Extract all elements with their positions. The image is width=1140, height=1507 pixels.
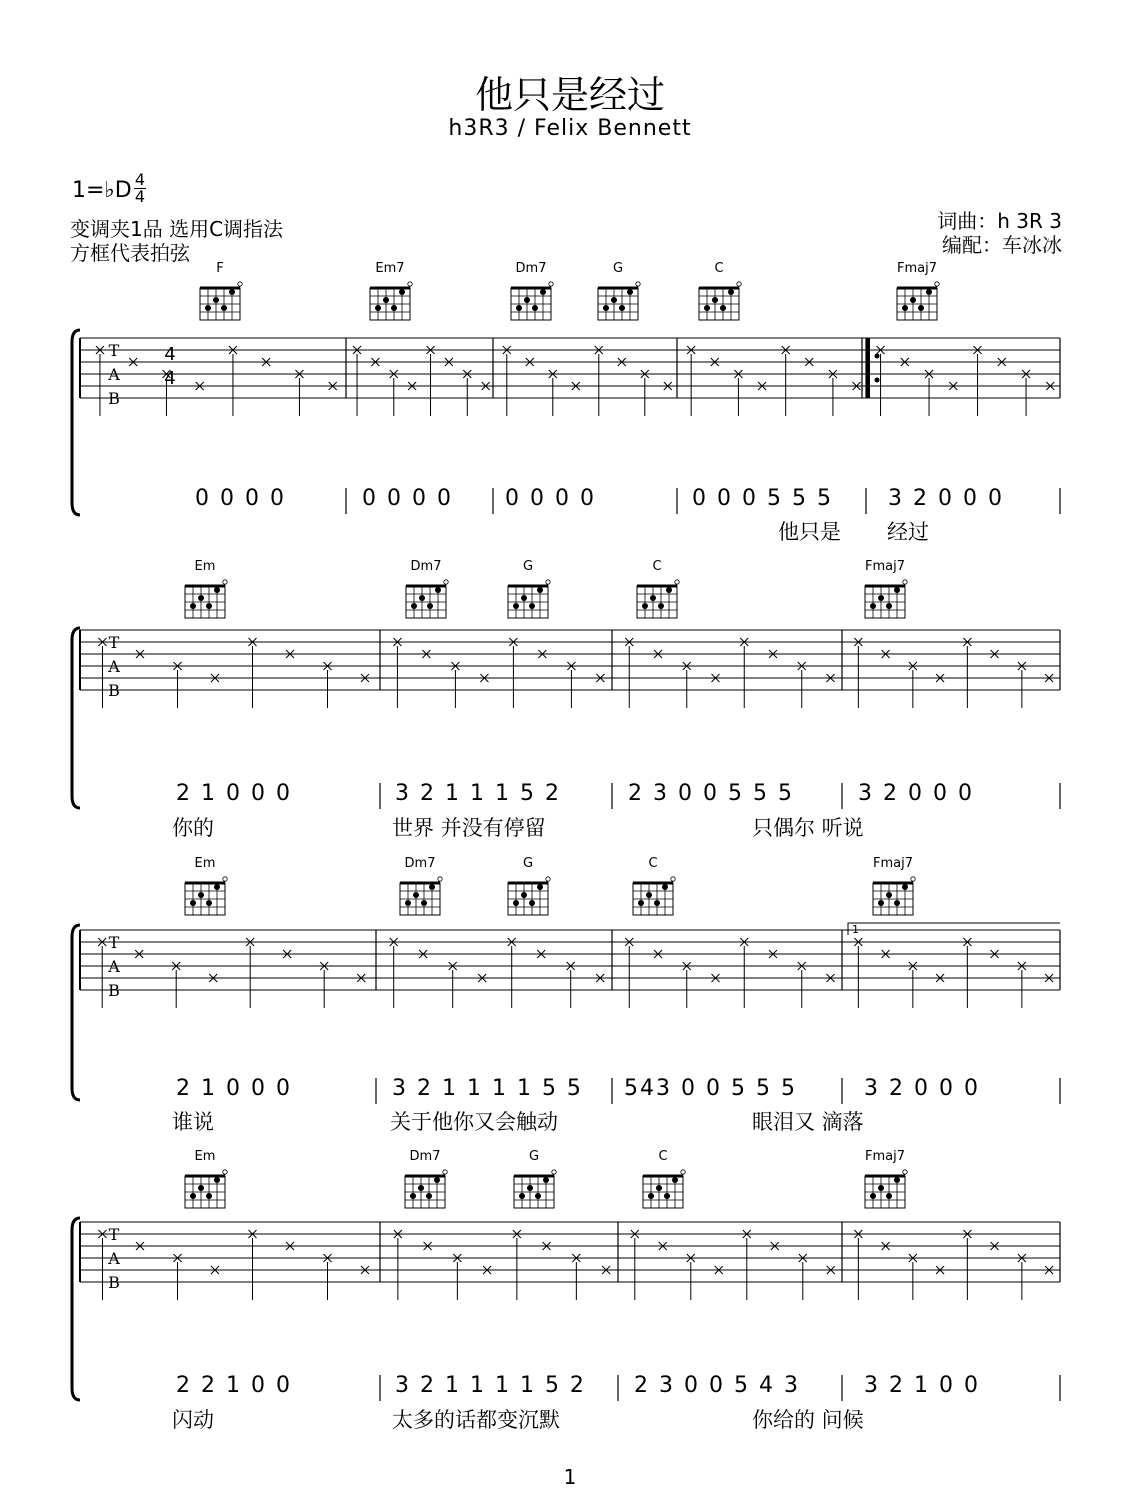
- chord-finger-dot: [375, 305, 381, 311]
- tab-clef-letter: B: [108, 681, 120, 700]
- chord-finger-dot: [926, 289, 932, 295]
- chord-finger-dot: [910, 297, 916, 303]
- tab-clef-letter: A: [108, 657, 120, 676]
- chord-diagram-em: [185, 1149, 227, 1208]
- chord-finger-dot: [411, 603, 417, 609]
- chord-finger-dot: [213, 297, 219, 303]
- chord-finger-dot: [214, 587, 220, 593]
- chord-name: G: [522, 856, 534, 871]
- chord-open-string: [223, 877, 227, 881]
- chord-diagram-em: [185, 559, 227, 618]
- system-bracket: [72, 1218, 80, 1400]
- chord-open-string: [636, 282, 640, 286]
- chord-name: Fmaj7: [897, 261, 937, 276]
- chord-finger-dot: [648, 1193, 654, 1199]
- chord-finger-dot: [537, 884, 543, 890]
- chord-finger-dot: [429, 884, 435, 890]
- chord-finger-dot: [728, 289, 734, 295]
- chord-open-string: [911, 877, 915, 881]
- chord-open-string: [681, 1170, 685, 1174]
- chord-finger-dot: [205, 305, 211, 311]
- chord-diagram-dm7: [400, 856, 442, 915]
- chord-name: Em: [194, 559, 216, 574]
- chord-open-string: [223, 1170, 227, 1174]
- chord-name: G: [528, 1149, 540, 1164]
- chord-finger-dot: [198, 892, 204, 898]
- chord-finger-dot: [902, 305, 908, 311]
- chord-finger-dot: [513, 603, 519, 609]
- jianpu-measure: 3 2 0 0 0: [888, 486, 1004, 511]
- chord-finger-dot: [527, 1185, 533, 1191]
- chord-diagram-em7: [370, 261, 412, 320]
- chord-name: C: [648, 856, 658, 871]
- chord-diagram-fmaj7: [873, 856, 915, 915]
- chord-finger-dot: [650, 595, 656, 601]
- chord-name: Fmaj7: [873, 856, 913, 871]
- chord-finger-dot: [712, 297, 718, 303]
- chord-finger-dot: [662, 884, 668, 890]
- jianpu-measure: 2 3 0 0 5 5 5: [628, 781, 794, 806]
- tab-clef-letter: T: [108, 933, 120, 952]
- chord-finger-dot: [672, 1177, 678, 1183]
- chord-finger-dot: [646, 892, 652, 898]
- chord-diagram-dm7: [511, 261, 553, 320]
- chord-open-string: [903, 1170, 907, 1174]
- chord-finger-dot: [878, 1185, 884, 1191]
- chord-name: Dm7: [515, 261, 547, 276]
- time-signature-top: 4: [134, 170, 146, 189]
- chord-open-string: [443, 1170, 447, 1174]
- tab-clef-letter: B: [108, 389, 120, 408]
- tab-system: [0, 1143, 1140, 1403]
- chord-name: Fmaj7: [865, 1149, 905, 1164]
- jianpu-measure: 3 2 0 0 0: [864, 1076, 980, 1101]
- chord-open-string: [935, 282, 939, 286]
- lyric-line: 世界 并没有停留: [392, 816, 546, 840]
- chord-open-string: [408, 282, 412, 286]
- chord-finger-dot: [918, 305, 924, 311]
- chord-finger-dot: [638, 900, 644, 906]
- lyric-line: 你的: [172, 816, 214, 840]
- jianpu-measure: 3 2 0 0 0: [858, 781, 974, 806]
- chord-name: Dm7: [410, 559, 442, 574]
- chord-open-string: [675, 580, 679, 584]
- chord-finger-dot: [537, 587, 543, 593]
- jianpu-measure: 3 2 1 1 1 1 5 5: [392, 1076, 583, 1101]
- jianpu-measure: 2 2 1 0 0: [176, 1373, 292, 1398]
- chord-open-string: [546, 580, 550, 584]
- chord-finger-dot: [421, 900, 427, 906]
- time-signature: [134, 172, 146, 205]
- chord-name: C: [658, 1149, 668, 1164]
- chord-finger-dot: [519, 1193, 525, 1199]
- chord-finger-dot: [198, 1185, 204, 1191]
- chord-diagram-g: [508, 559, 550, 618]
- chord-diagram-dm7: [406, 559, 448, 618]
- chord-open-string: [444, 580, 448, 584]
- chord-finger-dot: [870, 603, 876, 609]
- chord-finger-dot: [627, 289, 633, 295]
- jianpu-measure: 0 0 0 0: [195, 486, 286, 511]
- chord-finger-dot: [434, 1177, 440, 1183]
- chord-finger-dot: [206, 900, 212, 906]
- chord-finger-dot: [418, 1185, 424, 1191]
- lyric-line: 眼泪又 滴落: [752, 1110, 864, 1134]
- tab-time-signature-digit: 4: [164, 344, 176, 365]
- tab-clef-letter: A: [108, 1249, 120, 1268]
- chord-finger-dot: [419, 595, 425, 601]
- song-title: 他只是经过: [474, 73, 665, 117]
- chord-diagram-f: [200, 261, 242, 320]
- tab-clef-letter: A: [108, 957, 120, 976]
- chord-finger-dot: [664, 1193, 670, 1199]
- chord-open-string: [552, 1170, 556, 1174]
- chord-finger-dot: [410, 1193, 416, 1199]
- chord-diagram-c: [633, 856, 675, 915]
- chord-finger-dot: [206, 603, 212, 609]
- chord-finger-dot: [886, 603, 892, 609]
- arranger-credit: 编配：车冰冰: [942, 233, 1062, 257]
- tab-system: [0, 850, 1140, 1110]
- volta-number: 1: [852, 923, 859, 936]
- jianpu-measure: 2 1 0 0 0: [176, 1076, 292, 1101]
- key-signature: 1=♭D: [72, 178, 132, 203]
- chord-finger-dot: [656, 1185, 662, 1191]
- chord-name: F: [216, 261, 224, 276]
- chord-open-string: [238, 282, 242, 286]
- lyric-line: 太多的话都变沉默: [392, 1408, 560, 1432]
- chord-finger-dot: [654, 900, 660, 906]
- chord-diagram-c: [699, 261, 741, 320]
- chord-finger-dot: [524, 297, 530, 303]
- chord-finger-dot: [704, 305, 710, 311]
- chord-finger-dot: [532, 305, 538, 311]
- chord-name: Em: [194, 856, 216, 871]
- chord-finger-dot: [427, 603, 433, 609]
- box-legend-note: 方框代表拍弦: [70, 241, 190, 265]
- lyric-line: 他只是: [778, 520, 841, 544]
- tab-clef-letter: B: [108, 981, 120, 1000]
- chord-finger-dot: [870, 1193, 876, 1199]
- lyric-line: 你给的 问候: [752, 1408, 864, 1432]
- chord-finger-dot: [878, 595, 884, 601]
- lyric-line: 关于他你又会触动: [390, 1110, 558, 1134]
- chord-finger-dot: [902, 884, 908, 890]
- volta-bracket: [848, 923, 1060, 935]
- jianpu-measure: 2 3 0 0 5 4 3: [634, 1373, 800, 1398]
- chord-finger-dot: [435, 587, 441, 593]
- chord-finger-dot: [190, 603, 196, 609]
- chord-finger-dot: [214, 884, 220, 890]
- chord-finger-dot: [540, 289, 546, 295]
- chord-finger-dot: [611, 297, 617, 303]
- system-bracket: [72, 628, 80, 808]
- system-bracket: [72, 925, 80, 1100]
- artist-credit: h3R3 / Felix Bennett: [448, 116, 692, 141]
- chord-finger-dot: [190, 900, 196, 906]
- chord-name: Em7: [375, 261, 405, 276]
- chord-open-string: [546, 877, 550, 881]
- chord-finger-dot: [886, 892, 892, 898]
- tab-clef-letter: T: [108, 1225, 120, 1244]
- chord-finger-dot: [894, 1177, 900, 1183]
- chord-finger-dot: [221, 305, 227, 311]
- chord-finger-dot: [383, 297, 389, 303]
- chord-diagram-fmaj7: [897, 261, 939, 320]
- chord-finger-dot: [206, 1193, 212, 1199]
- chord-finger-dot: [513, 900, 519, 906]
- chord-finger-dot: [535, 1193, 541, 1199]
- chord-name: Em: [194, 1149, 216, 1164]
- lyric-line: 闪动: [172, 1408, 214, 1432]
- chord-finger-dot: [658, 603, 664, 609]
- tab-time-signature-digit: 4: [164, 368, 176, 389]
- chord-name: Dm7: [404, 856, 436, 871]
- tab-clef-letter: T: [108, 341, 120, 360]
- chord-finger-dot: [642, 603, 648, 609]
- chord-diagram-c: [637, 559, 679, 618]
- chord-open-string: [737, 282, 741, 286]
- chord-finger-dot: [391, 305, 397, 311]
- chord-diagram-g: [598, 261, 640, 320]
- chord-finger-dot: [720, 305, 726, 311]
- chord-diagram-g: [514, 1149, 556, 1208]
- jianpu-measure: 0 0 0 0: [505, 486, 596, 511]
- chord-open-string: [438, 877, 442, 881]
- chord-finger-dot: [190, 1193, 196, 1199]
- chord-finger-dot: [894, 900, 900, 906]
- chord-finger-dot: [886, 1193, 892, 1199]
- tab-system: [0, 553, 1140, 813]
- chord-name: G: [612, 261, 624, 276]
- tab-clef-letter: B: [108, 1273, 120, 1292]
- chord-finger-dot: [405, 900, 411, 906]
- chord-name: C: [652, 559, 662, 574]
- chord-finger-dot: [878, 900, 884, 906]
- tab-clef-letter: A: [108, 365, 120, 384]
- chord-diagram-g: [508, 856, 550, 915]
- lyric-line: 经过: [887, 520, 929, 544]
- chord-finger-dot: [229, 289, 235, 295]
- chord-finger-dot: [894, 587, 900, 593]
- repeat-dot: [875, 378, 880, 383]
- tab-system: [0, 255, 1140, 515]
- chord-finger-dot: [521, 595, 527, 601]
- chord-diagram-dm7: [405, 1149, 447, 1208]
- chord-finger-dot: [426, 1193, 432, 1199]
- tab-clef-letter: T: [108, 633, 120, 652]
- chord-open-string: [903, 580, 907, 584]
- chord-diagram-em: [185, 856, 227, 915]
- chord-name: G: [522, 559, 534, 574]
- chord-name: Dm7: [409, 1149, 441, 1164]
- chord-finger-dot: [619, 305, 625, 311]
- jianpu-measure: 543 0 0 5 5 5: [624, 1076, 797, 1101]
- chord-open-string: [671, 877, 675, 881]
- lyric-line: 只偶尔 听说: [752, 816, 864, 840]
- chord-diagram-fmaj7: [865, 1149, 907, 1208]
- chord-finger-dot: [516, 305, 522, 311]
- chord-finger-dot: [399, 289, 405, 295]
- jianpu-measure: 0 0 0 0: [362, 486, 453, 511]
- lyric-line: 谁说: [172, 1110, 214, 1134]
- lyricist-credit: 词曲：h 3R 3: [937, 209, 1062, 233]
- jianpu-measure: 3 2 1 1 1 5 2: [395, 781, 561, 806]
- chord-finger-dot: [666, 587, 672, 593]
- chord-finger-dot: [521, 892, 527, 898]
- system-bracket: [72, 330, 80, 515]
- chord-finger-dot: [543, 1177, 549, 1183]
- capo-note: 变调夹1品 选用C调指法: [70, 217, 284, 241]
- chord-finger-dot: [603, 305, 609, 311]
- chord-diagram-c: [643, 1149, 685, 1208]
- chord-finger-dot: [529, 900, 535, 906]
- chord-open-string: [549, 282, 553, 286]
- page-number: 1: [563, 1465, 577, 1489]
- chord-finger-dot: [214, 1177, 220, 1183]
- jianpu-measure: 3 2 1 1 1 1 5 2: [395, 1373, 586, 1398]
- chord-finger-dot: [198, 595, 204, 601]
- chord-diagram-fmaj7: [865, 559, 907, 618]
- chord-name: C: [714, 261, 724, 276]
- chord-open-string: [223, 580, 227, 584]
- jianpu-measure: 0 0 0 5 5 5: [692, 486, 833, 511]
- time-signature-bottom: 4: [134, 187, 146, 206]
- chord-finger-dot: [529, 603, 535, 609]
- jianpu-measure: 3 2 1 0 0: [864, 1373, 980, 1398]
- chord-finger-dot: [413, 892, 419, 898]
- jianpu-measure: 2 1 0 0 0: [176, 781, 292, 806]
- chord-name: Fmaj7: [865, 559, 905, 574]
